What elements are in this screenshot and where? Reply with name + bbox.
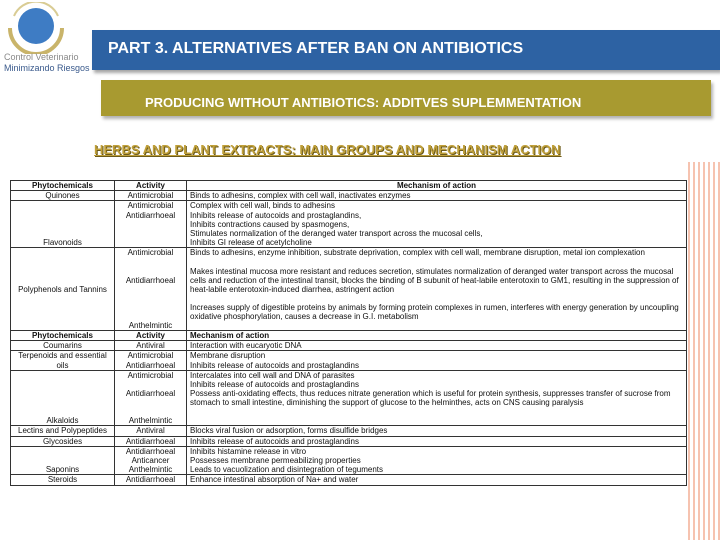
mechanism-cell [187,446,687,475]
phytochemicals-table-wrapper [10,180,686,532]
table-row [11,191,687,201]
activity-cell: Antiviral [115,426,187,436]
mechanism-line: Stimulates normalization of the deranged water transport across the mucosal cells, [190,229,483,239]
mechanism-cell [187,370,687,426]
mechanism-line: Increases supply of digestible proteins by animals by forming protein complexes in rumen, interferes with energy generation by uncoupling oxidative phosphorylation, causes a decrease in G.I. metabolism [190,303,679,322]
activity-label: Antidiarrhoeal [125,210,176,220]
decorative-stripes [688,162,720,540]
mechanism-cell [187,201,687,248]
mechanism-line: Inhibits release of autocoids and prostaglandins, [190,210,362,220]
mechanism-line: Complex with cell wall, binds to adhesins [190,201,335,211]
mechanism-line: Possesses membrane permeabilizing properties [190,456,361,466]
subsection-banner [101,80,711,116]
activity-label: Antidiarrhoeal [125,360,176,370]
header-cell: Activity [115,331,187,341]
activity-label: Anthelmintic [128,320,173,330]
section-title-banner [92,30,720,70]
phytochemical-name: Lectins and Polypeptides [11,426,115,436]
phytochemical-name: Saponins [11,446,115,475]
header-cell: Activity [115,181,187,191]
table-row [11,341,687,351]
activity-label: Anthelmintic [128,465,173,475]
header-cell: Phytochemicals [11,331,115,341]
mechanism-cell: Blocks viral fusion or adsorption, forms disulfide bridges [187,426,687,436]
mechanism-line: Inhibits release of autocoids and prostaglandins [190,380,359,390]
mechanism-cell: Interaction with eucaryotic DNA [187,341,687,351]
activity-cell [115,351,187,370]
table-row [11,426,687,436]
activity-label: Antimicrobial [127,248,174,258]
activity-cell [115,370,187,426]
activity-cell [115,446,187,475]
phytochemical-name: Quinones [11,191,115,201]
mechanism-line: Inhibits release of autocoids and prostaglandins [190,360,359,370]
phytochemical-name: Coumarins [11,341,115,351]
mechanism-line: Inhibits contractions caused by spasmogens, [190,219,350,229]
mechanism-line: Leads to vacuolization and disintegration of teguments [190,465,384,475]
mechanism-line: Possess anti-oxidating effects, thus reduces nitrate generation which is useful for protein synthesis, suppresses transfer of sucrose from stomach to small intestine, diminishing the support of glucose to the helminthes, acts on CNS causing paralysis [190,389,671,408]
logo-text-tagline: Minimizando Riesgos [4,63,90,73]
company-logo [0,0,96,80]
table-row [11,475,687,485]
phytochemicals-table [10,180,687,486]
phytochemical-name: Steroids [11,475,115,485]
mechanism-cell: Inhibits release of autocoids and prostaglandins [187,436,687,446]
table-header-row [11,181,687,191]
activity-label: Antidiarrhoeal [125,389,176,399]
activity-label: Anthelmintic [128,416,173,426]
logo-text-primary: Control Veterinario [4,52,79,62]
activity-label: Antidiarrhoeal [125,446,176,456]
activity-cell [115,248,187,331]
phytochemical-name: Flavonoids [11,201,115,248]
table-row [11,370,687,426]
table-row [11,201,687,248]
mechanism-cell [187,351,687,370]
table-subheader-row [11,331,687,341]
header-cell: Mechanism of action [187,181,687,191]
table-row [11,436,687,446]
activity-label: Antimicrobial [127,370,174,380]
header-cell: Mechanism of action [187,331,687,341]
mechanism-cell: Enhance intestinal absorption of Na+ and water [187,475,687,485]
mechanism-line: Membrane disruption [190,351,266,361]
table-row [11,248,687,331]
activity-label: Antimicrobial [127,351,174,361]
activity-label: Antidiarrhoeal [125,275,176,285]
mechanism-cell [187,248,687,331]
table-row [11,446,687,475]
mechanism-line: Makes intestinal mucosa more resistant and reduces secretion, stimulates normalization of deranged water transport across the mucosal cells and reduction of the intestinal transit, blocks the binding of B subunit of heat-labile enterotoxin to GM1, resulting in the suppression of heat-labile enterotoxin-induced diarrhea, astringent action [190,266,679,295]
mechanism-line: Inhibits GI release of acetylcholine [190,238,312,248]
mechanism-line: Intercalates into cell wall and DNA of parasites [190,370,355,380]
table-row [11,351,687,370]
subsection-title: PRODUCING WITHOUT ANTIBIOTICS: ADDITVES SUPLEMMENTATION [145,95,582,110]
phytochemical-name: Glycosides [11,436,115,446]
activity-cell: Antidiarrhoeal [115,475,187,485]
activity-cell [115,201,187,248]
mechanism-line: Binds to adhesins, enzyme inhibition, substrate deprivation, complex with cell wall, membrane disruption, metal ion complexation [190,248,645,258]
activity-label: Antimicrobial [127,201,174,211]
logo-emblem-icon [2,2,72,54]
phytochemical-name: Alkaloids [11,370,115,426]
mechanism-line: Inhibits histamine release in vitro [190,446,307,456]
phytochemical-name: Terpenoids and essential oils [11,351,115,370]
phytochemical-name: Polyphenols and Tannins [11,248,115,331]
table-heading: HERBS AND PLANT EXTRACTS: MAIN GROUPS AND MECHANISM ACTION [94,142,561,157]
activity-cell: Antidiarrhoeal [115,436,187,446]
activity-label: Anticancer [131,456,170,466]
mechanism-cell: Binds to adhesins, complex with cell wall, inactivates enzymes [187,191,687,201]
section-title: PART 3. ALTERNATIVES AFTER BAN ON ANTIBIOTICS [108,40,524,57]
activity-cell: Antimicrobial [115,191,187,201]
header-cell: Phytochemicals [11,181,115,191]
activity-cell: Antiviral [115,341,187,351]
